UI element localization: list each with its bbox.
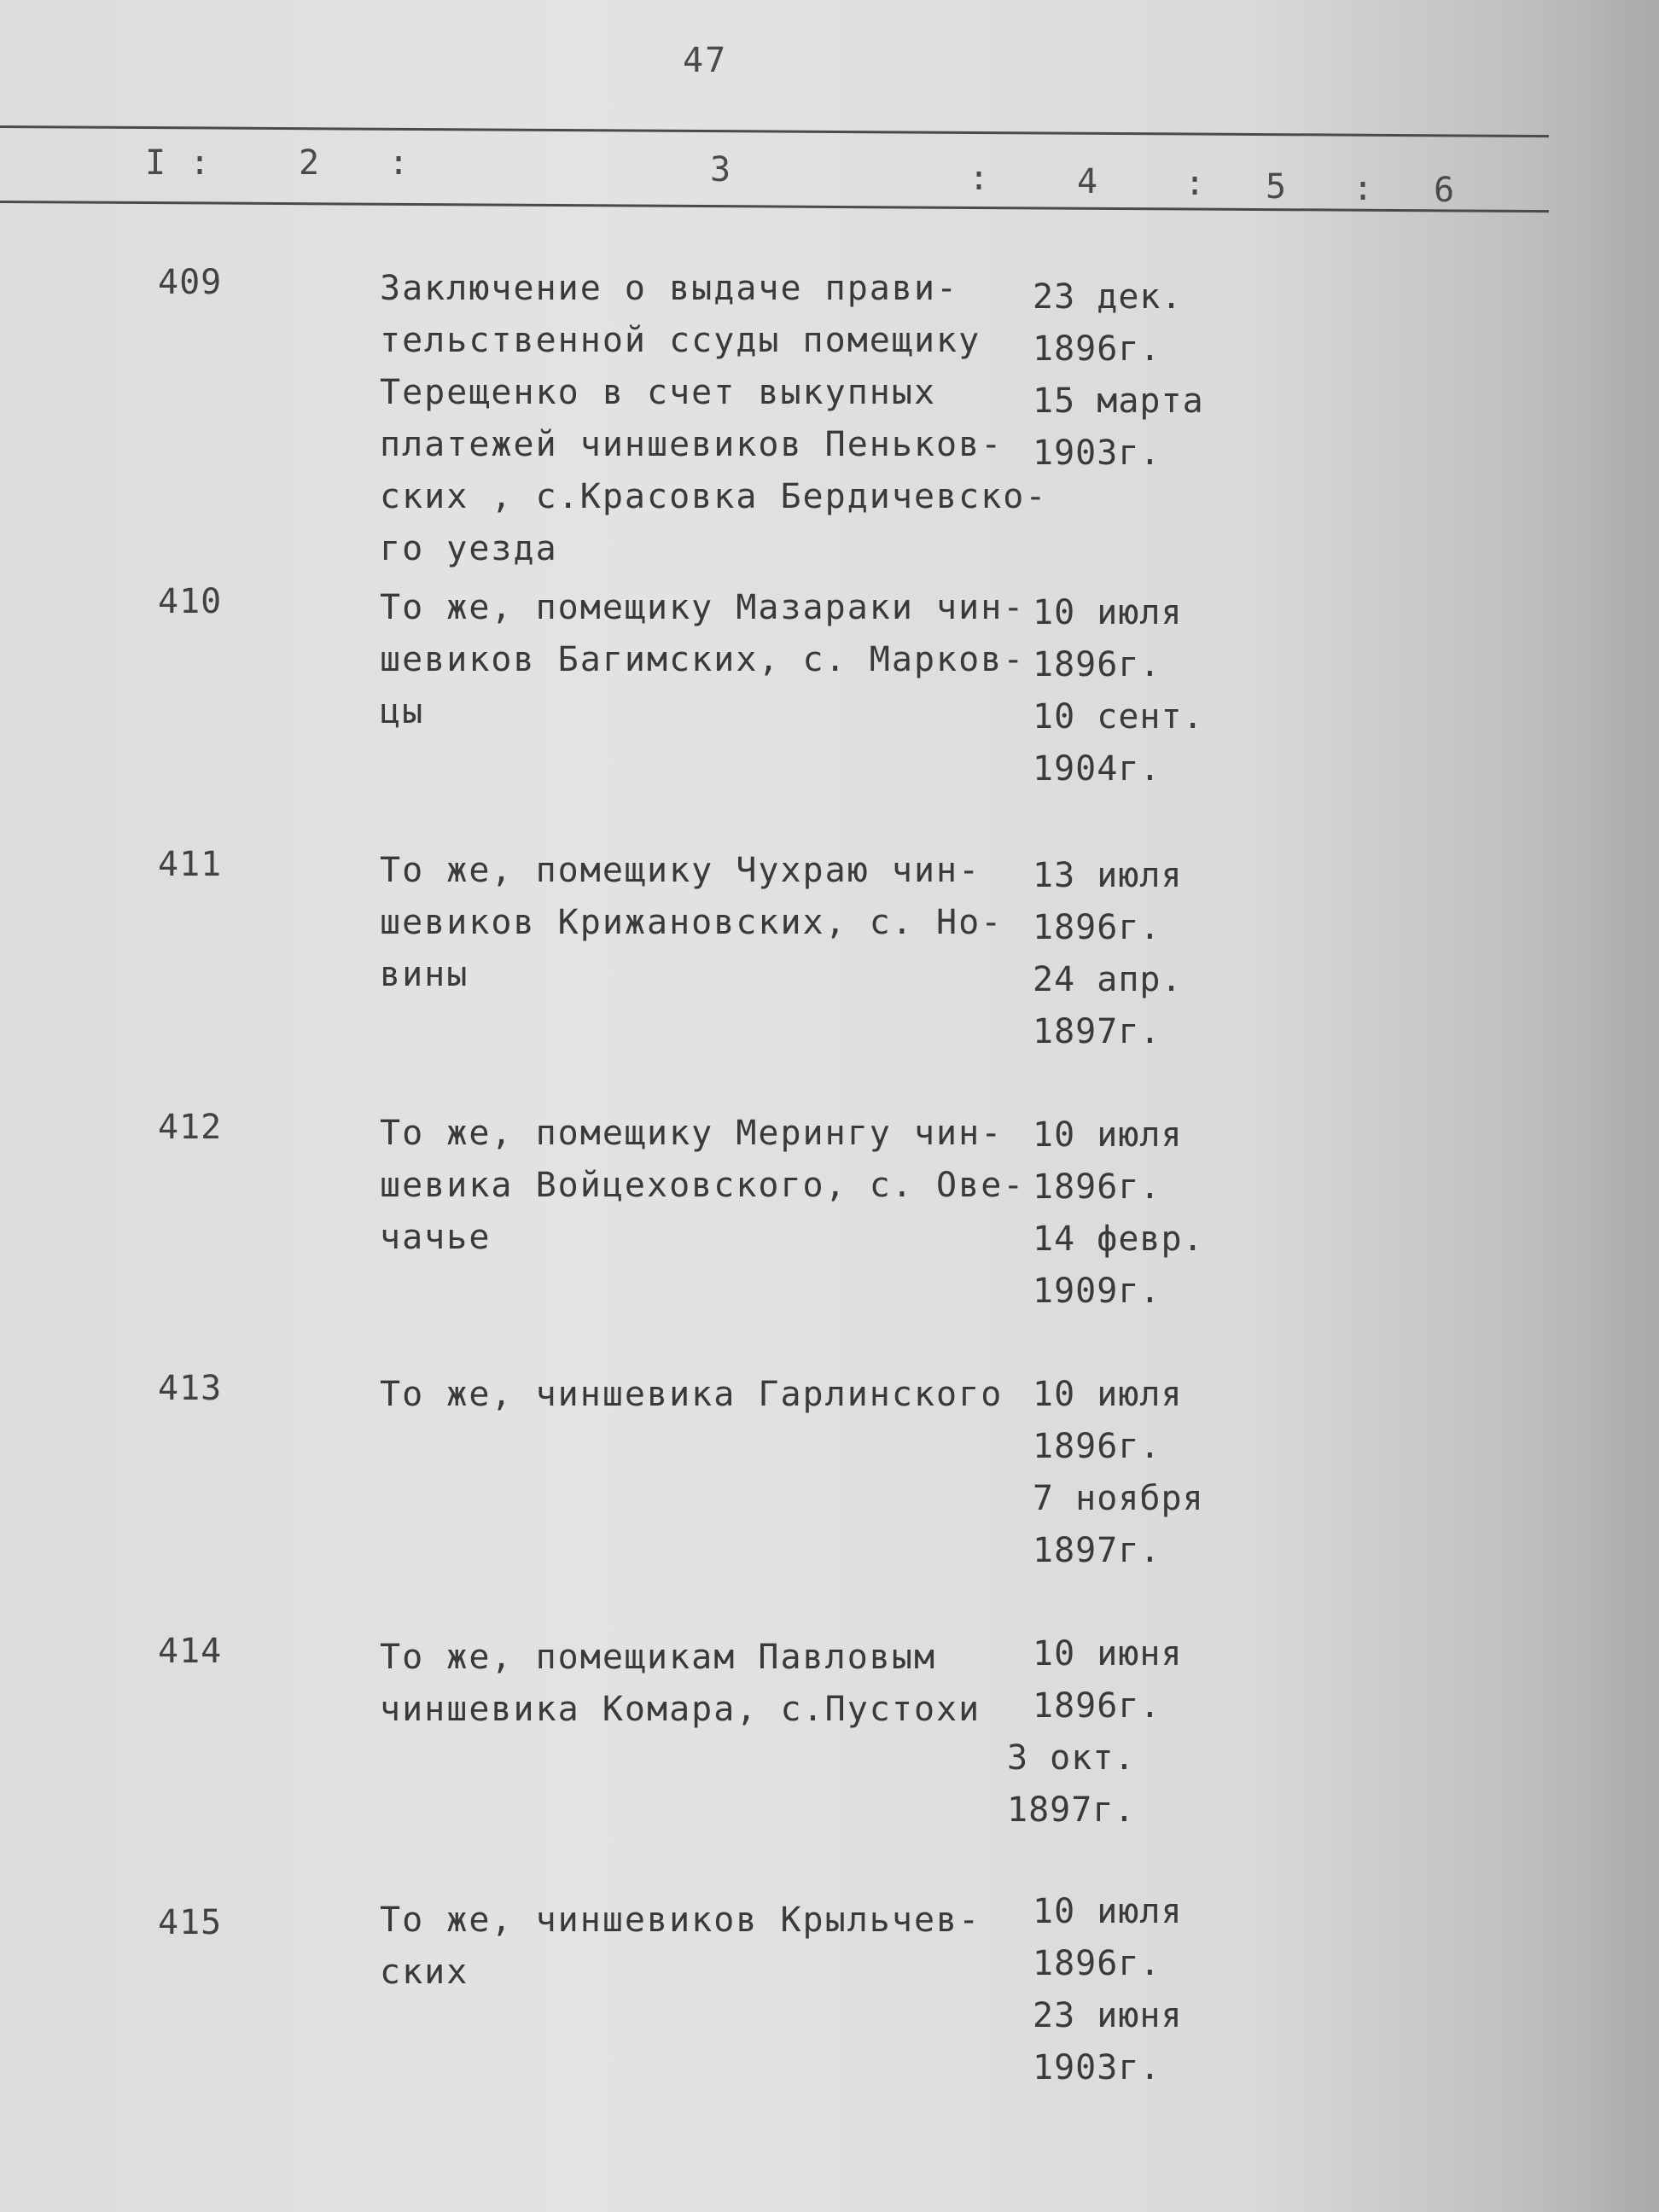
- entry-number: 410: [158, 582, 223, 621]
- entry-dates: [1033, 271, 1204, 480]
- description-line: вины: [380, 955, 469, 994]
- entry-dates: [1033, 1109, 1204, 1318]
- entry-dates: [1033, 1886, 1183, 2094]
- entry-number: 413: [158, 1369, 223, 1408]
- column-separator: :: [1353, 169, 1374, 208]
- page-edge: [1549, 0, 1551, 2212]
- description-line: шевика Войцеховского, с. Ове-: [380, 1166, 1026, 1205]
- entry-dates: [1033, 1369, 1204, 1577]
- date-line: 10 июля: [1033, 1892, 1183, 1931]
- description-line: чиншевика Комара, с.Пустохи: [380, 1690, 981, 1729]
- description-line: ских , с.Красовка Бердичевско-: [380, 477, 1048, 516]
- date-line: 1909г.: [1033, 1272, 1161, 1311]
- date-line: 1896г.: [1033, 908, 1161, 947]
- entry-description: [380, 1632, 1045, 1736]
- date-line: 7 ноября: [1033, 1479, 1204, 1518]
- date-line: 1896г.: [1033, 1686, 1161, 1726]
- page-number: 47: [683, 41, 728, 80]
- date-line: 10 июля: [1033, 593, 1183, 632]
- column-header-4: 4: [1077, 162, 1098, 201]
- entry-dates: [1033, 587, 1204, 795]
- date-line: 3 окт.: [1007, 1738, 1136, 1778]
- description-line: цы: [380, 692, 425, 731]
- column-header-1: I: [145, 143, 166, 183]
- date-line: 15 марта: [1033, 381, 1204, 421]
- description-line: То же, помещикам Павловым: [380, 1638, 937, 1677]
- date-line: 10 июля: [1033, 1115, 1183, 1155]
- column-separator: :: [1185, 164, 1206, 203]
- description-line: чачье: [380, 1218, 492, 1257]
- date-line: 23 июня: [1033, 1996, 1183, 2035]
- date-line: 1896г.: [1033, 1427, 1161, 1466]
- entry-description: [380, 263, 1048, 575]
- date-line: 1897г.: [1033, 1531, 1161, 1570]
- entry-number: 414: [158, 1632, 223, 1671]
- description-line: шевиков Багимских, с. Марков-: [380, 640, 1026, 679]
- description-line: То же, чиншевиков Крыльчев-: [380, 1901, 981, 1940]
- date-line: 10 июля: [1033, 1375, 1183, 1414]
- column-separator: :: [388, 143, 410, 183]
- date-line: 14 февр.: [1033, 1220, 1204, 1259]
- column-separator: :: [189, 143, 211, 183]
- description-line: платежей чиншевиков Пеньков-: [380, 425, 1004, 464]
- description-line: Терещенко в счет выкупных: [380, 373, 937, 412]
- entry-description: [380, 1108, 1045, 1264]
- date-line: 24 апр.: [1033, 960, 1183, 999]
- description-line: То же, помещику Мазараки чин-: [380, 588, 1026, 627]
- date-line: 1896г.: [1033, 329, 1161, 369]
- description-line: шевиков Крижановских, с. Но-: [380, 903, 1004, 942]
- entry-dates: [1007, 1628, 1183, 1837]
- description-line: Заключение о выдаче прави-: [380, 269, 959, 308]
- column-separator: :: [969, 159, 990, 198]
- entry-description: [380, 1895, 1045, 1999]
- description-line: ских: [380, 1953, 469, 1992]
- column-header-5: 5: [1266, 167, 1287, 207]
- column-header-3: 3: [710, 150, 731, 189]
- entry-number: 415: [158, 1903, 223, 1942]
- date-line: 1897г.: [1033, 1012, 1161, 1051]
- date-line: 10 июня: [1033, 1634, 1183, 1674]
- date-line: 1903г.: [1033, 434, 1161, 473]
- date-line: 1896г.: [1033, 1167, 1161, 1207]
- entry-description: [380, 1369, 1045, 1421]
- entry-number: 411: [158, 845, 223, 884]
- column-header-2: 2: [299, 143, 320, 183]
- date-line: 10 сент.: [1033, 697, 1204, 736]
- header-rule-bottom: [0, 201, 1549, 212]
- entry-number: 412: [158, 1108, 223, 1147]
- entry-description: [380, 845, 1045, 1001]
- date-line: 1896г.: [1033, 1944, 1161, 1983]
- description-line: То же, помещику Мерингу чин-: [380, 1114, 1004, 1153]
- description-line: То же, помещику Чухраю чин-: [380, 851, 981, 890]
- date-line: 13 июля: [1033, 856, 1183, 895]
- entry-dates: [1033, 850, 1183, 1058]
- date-line: 1897г.: [1007, 1790, 1136, 1830]
- description-line: тельственной ссуды помещику: [380, 321, 981, 360]
- header-rule-top: [0, 125, 1549, 137]
- date-line: 1896г.: [1033, 645, 1161, 684]
- date-line: 23 дек.: [1033, 277, 1183, 317]
- date-line: 1903г.: [1033, 2048, 1161, 2087]
- description-line: То же, чиншевика Гарлинского: [380, 1375, 1004, 1414]
- description-line: го уезда: [380, 529, 558, 568]
- column-header-6: 6: [1434, 171, 1455, 210]
- entry-number: 409: [158, 263, 223, 302]
- entry-description: [380, 582, 1045, 738]
- date-line: 1904г.: [1033, 749, 1161, 789]
